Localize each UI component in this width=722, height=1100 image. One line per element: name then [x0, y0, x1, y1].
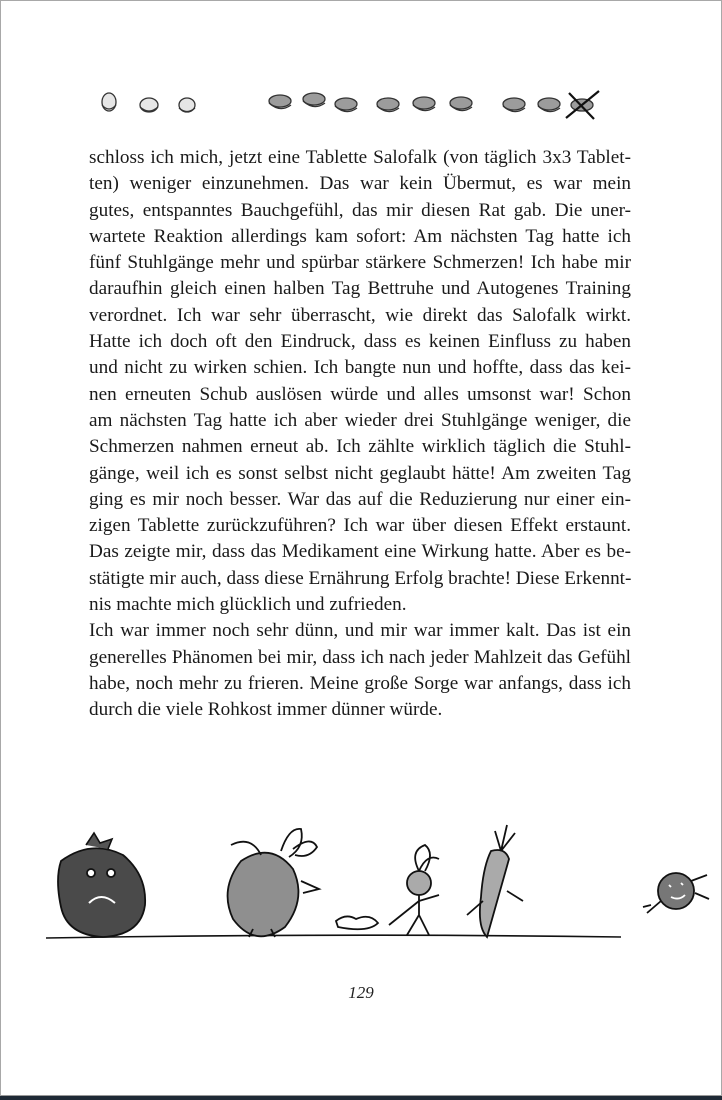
text-line: zigen Tablette zurückzuführen? Ich war über diesen Effekt erstaunt. — [89, 515, 631, 537]
text-line: gänge, weil ich es sonst selbst nicht geglaubt hätte! Am zweiten Tag — [89, 462, 631, 484]
light-pill-icon — [102, 93, 116, 111]
tumbling-character-icon — [643, 873, 709, 913]
lying-character-icon — [336, 916, 378, 929]
text-line: Schmerzen nahmen erneut ab. Ich zählte wirklich täglich die Stuhl- — [89, 436, 631, 458]
text-line: nis machte mich glücklich und zufrieden. — [89, 594, 407, 616]
text-line: habe, noch mehr zu frieren. Meine große Sorge war anfangs, dass ich — [89, 672, 631, 694]
dark-pill-icons — [269, 93, 560, 112]
carrot-character-icon — [467, 825, 523, 937]
text-line: nen erneuten Schub auslösen würde und alles umsonst war! Schon — [89, 383, 631, 405]
text-line: fünf Stuhlgänge mehr und spürbar stärkere Schmerzen! Ich habe mir — [89, 252, 631, 274]
text-line: Das zeigte mir, dass das Medikament eine Wirkung hatte. Aber es be- — [89, 541, 631, 563]
text-line: verordnet. Ich war sehr überrascht, wie direkt das Salofalk wirkt. — [89, 304, 631, 326]
text-line: ging es mir noch besser. War das auf die Reduzierung nur einer ein- — [89, 488, 631, 510]
text-line: Hatte ich doch oft den Eindruck, dass es keinen Einfluss zu haben — [89, 331, 631, 353]
text-line: und nicht zu wirken schien. Ich bangte nun und hoffte, dass das kei- — [89, 357, 631, 379]
potato-character-icon — [228, 829, 319, 937]
radish-character-icon — [389, 845, 439, 935]
vegetable-characters-illustration — [31, 801, 722, 951]
text-line: schloss ich mich, jetzt eine Tablette Salofalk (von täglich 3x3 Tablet- — [89, 147, 631, 168]
text-line: generelles Phänomen bei mir, dass ich nach jeder Mahlzeit das Gefühl — [89, 646, 631, 668]
ground-line — [46, 935, 621, 938]
body-text — [89, 145, 631, 724]
text-line: ten) weniger einzunehmen. Das war kein Übermut, es war mein — [89, 173, 631, 195]
text-line: stätigte mir auch, dass diese Ernährung Erfolg brachte! Diese Erkennt- — [89, 567, 632, 589]
light-pill-icon — [179, 98, 195, 112]
text-line: wartete Reaktion allerdings kam sofort: Am nächsten Tag hatte ich — [89, 225, 631, 247]
text-line: am nächsten Tag hatte ich aber wieder drei Stuhlgänge weniger, die — [89, 409, 631, 431]
pill-row-illustration — [89, 85, 649, 125]
text-line: durch die viele Rohkost immer dünner würde. — [89, 699, 443, 721]
text-line: Ich war immer noch sehr dünn, und mir war immer kalt. Das ist ein — [89, 620, 631, 642]
page-number: 129 — [348, 983, 374, 1002]
taskbar-strip — [0, 1096, 722, 1100]
tomato-character-icon — [58, 833, 145, 937]
text-line: gutes, entspanntes Bauchgefühl, das mir diesen Rat gab. Die uner- — [89, 199, 631, 221]
crossed-out-pill-icon — [566, 91, 599, 119]
text-line: daraufhin gleich einen halben Tag Bettruhe und Autogenes Training — [89, 278, 631, 300]
light-pill-icon — [140, 98, 158, 112]
